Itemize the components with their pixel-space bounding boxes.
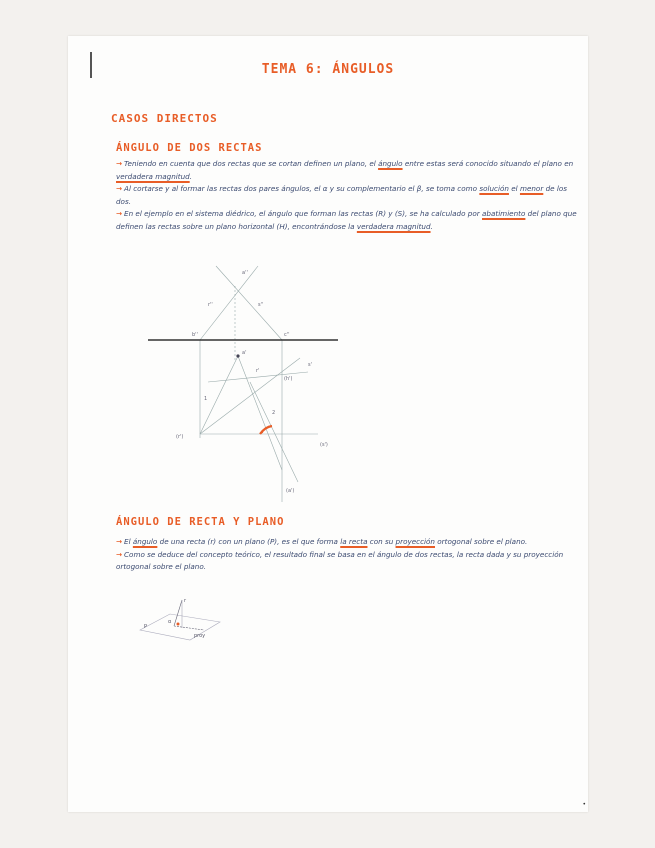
subsection2-text bbox=[116, 536, 581, 574]
underlined-term: menor bbox=[519, 184, 544, 193]
bullet-5 bbox=[116, 549, 581, 574]
label-r2: r'' bbox=[208, 302, 213, 308]
text-run: de una recta (r) con un plano (P), es el que forma bbox=[157, 537, 341, 546]
underlined-term: verdadera magnitud bbox=[116, 171, 190, 181]
text-run: . bbox=[430, 221, 433, 231]
bullet-text bbox=[124, 537, 527, 546]
underlined-term: la recta bbox=[340, 537, 368, 546]
text-run: ortogonal sobre el plano. bbox=[435, 537, 528, 546]
label-s2: s'' bbox=[258, 302, 264, 308]
label-r1: r' bbox=[256, 368, 260, 374]
text-run: Al cortarse y al formar las rectas dos pares ángulos, el α y su complementario el β, se toma como bbox=[124, 184, 480, 193]
text-run: con su bbox=[367, 537, 396, 546]
label-r: r bbox=[184, 598, 187, 604]
notebook-page bbox=[68, 36, 588, 812]
arrow-icon: → bbox=[116, 209, 123, 218]
label-one: 1 bbox=[204, 396, 208, 402]
line-diagonal-3 bbox=[250, 382, 298, 482]
angle-dot bbox=[177, 623, 180, 626]
arrow-icon: → bbox=[116, 184, 123, 193]
label-x1: (r') bbox=[176, 434, 184, 440]
label-two: 2 bbox=[272, 410, 276, 416]
bullet-3 bbox=[116, 208, 581, 233]
bullet-text bbox=[116, 209, 577, 231]
text-run: El bbox=[124, 537, 133, 546]
vertex-point bbox=[236, 354, 239, 357]
text-run: del plano que definen las rectas sobre un plano horizontal (H), encontrándose la bbox=[116, 209, 577, 231]
subsection-heading-two-lines: ÁNGULO DE DOS RECTAS bbox=[116, 142, 263, 154]
bullet-4 bbox=[116, 536, 581, 549]
underlined-term: ángulo bbox=[132, 537, 158, 546]
label-x2: (s') bbox=[320, 442, 328, 448]
subsection1-text bbox=[116, 158, 581, 233]
line-plane-figure bbox=[134, 596, 224, 646]
label-h: (h') bbox=[284, 376, 293, 382]
label-c2: c'' bbox=[284, 332, 290, 338]
text-run: . bbox=[189, 171, 192, 181]
text-run: Teniendo en cuenta que dos rectas que se cortan definen un plano, el bbox=[124, 159, 379, 168]
arrow-icon: → bbox=[116, 537, 123, 546]
label-b2: b'' bbox=[192, 332, 198, 338]
subsection-heading-recta-plano: ÁNGULO DE RECTA Y PLANO bbox=[116, 516, 285, 528]
underlined-term: verdadera magnitud bbox=[356, 221, 431, 231]
bullet-text bbox=[116, 550, 563, 572]
line-a-right bbox=[238, 356, 282, 470]
arrow-icon: → bbox=[116, 549, 123, 559]
label-top: a'' bbox=[242, 270, 248, 276]
section-heading: CASOS DIRECTOS bbox=[111, 112, 218, 125]
text-run: el bbox=[508, 184, 520, 193]
text-run: En el ejemplo en el sistema diédrico, el ángulo que forman las rectas (R) y (S), se ha calculado por bbox=[124, 209, 482, 218]
label-alpha: α bbox=[168, 619, 172, 625]
text-run: entre estas será conocido situando el plano en bbox=[402, 159, 574, 168]
arrow-icon: → bbox=[116, 159, 123, 168]
label-bottom: (a') bbox=[286, 488, 295, 494]
underlined-term: proyección bbox=[395, 537, 435, 546]
diedric-figure bbox=[148, 262, 348, 510]
bullet-1 bbox=[116, 158, 581, 183]
projection-line bbox=[174, 626, 204, 630]
page-title: TEMA 6: ÁNGULOS bbox=[261, 62, 395, 77]
text-run: Como se deduce del concepto teórico, el resultado final se basa en el ángulo de dos rectas, la recta dada y su proyección ortogonal sobre el plano. bbox=[116, 549, 564, 571]
line-a-left bbox=[200, 356, 238, 434]
label-proj: proy bbox=[194, 633, 206, 639]
bullet-text bbox=[116, 184, 567, 206]
underlined-term: abatimiento bbox=[482, 209, 526, 218]
bullet-2 bbox=[116, 183, 581, 208]
underlined-term: solución bbox=[479, 184, 509, 193]
label-s1: s' bbox=[308, 362, 312, 368]
text-run: de los dos. bbox=[116, 184, 567, 206]
line-diagonal-1 bbox=[200, 358, 300, 434]
angle-dot bbox=[261, 431, 263, 433]
page-dot: • bbox=[582, 801, 586, 808]
underlined-term: ángulo bbox=[378, 159, 403, 168]
bullet-text bbox=[116, 159, 573, 181]
line-r bbox=[174, 600, 182, 626]
label-p: P bbox=[144, 624, 148, 630]
label-vertex: a' bbox=[242, 350, 247, 356]
